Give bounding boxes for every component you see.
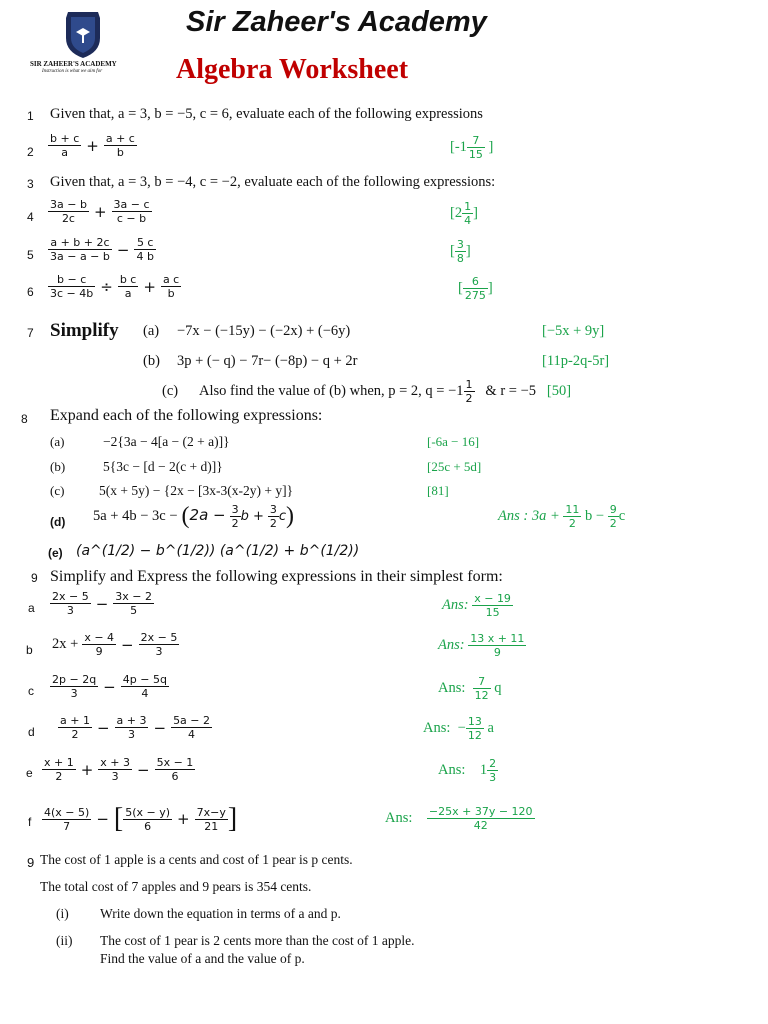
question-text: The total cost of 7 apples and 9 pears is 354 cents. — [40, 879, 312, 894]
part-label: (b) — [50, 459, 66, 474]
answer: Ans: 1 $\frac{2}{3}$ — [438, 757, 497, 784]
answer: [50] — [546, 382, 572, 399]
part-label: a — [28, 601, 35, 615]
question-text: Given that, a = 3, b = −4, c = −2, evaluate each of the following expressions: — [50, 174, 496, 190]
question-text: Also find the value of (b) when, p = 2, q = −1 $\frac{1}{2}$ & r = −5 [50] — [199, 378, 572, 405]
answer: [ $\frac{6}{275}$ ] — [458, 275, 493, 302]
part-label: (c) — [162, 383, 179, 399]
expression: $\frac{b + c}{a}$ + $\frac{a + c}{b}$ — [50, 132, 135, 159]
part-label: (ii) — [56, 933, 73, 948]
answer: Ans: $\frac{7}{12}$ q — [438, 675, 502, 702]
part-label: (e) — [48, 546, 63, 560]
expression: 5a + 4b − 3c − (2a − $\frac{3}{2}$ b + $\frac{3}{2}$ c) — [93, 503, 295, 530]
expression: $\frac{a + b + 2c}{3a - a - b}$ − $\frac{5 c}{4 b}$ — [50, 236, 154, 263]
question-number: 2 — [27, 145, 34, 159]
fraction: $\frac{a + c}{b}$ — [105, 132, 135, 159]
expression: $\frac{a + 1}{2}$ − $\frac{a + 3}{3}$ − $\frac{5a - 2}{4}$ — [60, 714, 211, 741]
question-text: Expand each of the following expressions: — [50, 407, 323, 424]
simplify-heading: Simplify — [50, 320, 119, 341]
expression: (a^(1/2) − b^(1/2)) (a^(1/2) + b^(1/2)) — [76, 543, 360, 559]
question-number: 7 — [27, 326, 34, 340]
expression: 5(x + 5y) − {2x − [3x-3(x-2y) + y]} — [99, 483, 294, 498]
answer: Ans: − $\frac{13}{12}$ a — [423, 715, 494, 742]
expression: $\frac{2x - 5}{3}$ − $\frac{3x - 2}{5}$ — [52, 590, 153, 617]
part-label: (d) — [50, 515, 66, 529]
part-label: e — [26, 766, 33, 780]
part-label: (c) — [50, 483, 65, 498]
answer: Ans: $\frac{x - 19}{15}$ — [442, 592, 511, 619]
answer: [−5x + 9y] — [542, 323, 605, 339]
question-number: 4 — [27, 210, 34, 224]
answer: [-1 $\frac{7}{15}$ ] — [450, 134, 494, 161]
logo-tagline: Instruction is what we aim for — [42, 69, 103, 74]
question-text: Find the value of a and the value of p. — [100, 951, 305, 966]
expression: $\frac{x + 1}{2}$ + $\frac{x + 3}{3}$ − $\frac{5x - 1}{6}$ — [44, 756, 194, 783]
part-label: (i) — [56, 906, 69, 921]
expression: −2{3a − 4[a − (2 + a)]} — [103, 434, 230, 449]
expression: 3p + (− q) − 7r− (−8p) − q + 2r — [177, 353, 358, 369]
page-title: Sir Zaheer's Academy — [186, 6, 487, 38]
question-text: Simplify and Express the following expressions in their simplest form: — [50, 568, 503, 585]
question-number: 5 — [27, 248, 34, 262]
academy-logo — [28, 8, 138, 80]
part-label: c — [28, 684, 34, 698]
question-text: The cost of 1 pear is 2 cents more than the cost of 1 apple. — [100, 933, 415, 948]
answer: [2 $\frac{1}{4}$ ] — [450, 200, 478, 227]
fraction: $\frac{7}{15}$ — [468, 134, 483, 161]
question-number: 9 — [31, 571, 38, 585]
fraction: $\frac{b + c}{a}$ — [50, 132, 80, 159]
question-number: 3 — [27, 177, 34, 191]
expression: $\frac{3a - b}{2c}$ + $\frac{3a - c}{c - b}$ — [50, 198, 150, 225]
expression: 2x + $\frac{x - 4}{9}$ − $\frac{2x - 5}{3}$ — [52, 631, 178, 658]
expression: $\frac{b - c}{3c - 4b}$ ÷ $\frac{\text{b c}}{a}$ + $\frac{\text{a c}}{b}$ — [50, 273, 180, 300]
logo-text: SIR ZAHEER'S ACADEMY — [30, 60, 117, 68]
part-label: (a) — [50, 434, 65, 449]
question-number: 1 — [27, 109, 34, 123]
question-number: 8 — [21, 412, 28, 426]
question-text: The cost of 1 apple is a cents and cost of 1 pear is p cents. — [40, 852, 353, 867]
question-number: 9 — [27, 855, 35, 870]
part-label: b — [26, 643, 33, 657]
worksheet-title: Algebra Worksheet — [176, 54, 409, 85]
answer: Ans: $\frac{13 x + 11}{9}$ — [438, 632, 525, 659]
question-number: 6 — [27, 285, 34, 299]
expression: −7x − (−15y) − (−2x) + (−6y) — [177, 323, 351, 339]
answer: Ans: $\frac{-25x + 37y - 120}{42}$ — [385, 805, 533, 832]
part-label: (b) — [143, 353, 160, 369]
answer: [ $\frac{3}{8}$ ] — [450, 238, 471, 265]
part-label: f — [28, 815, 32, 829]
answer: Ans : 3a + $\frac{11}{2}$ b − $\frac{9}{2}$ c — [498, 503, 626, 530]
answer: [-6a − 16] — [427, 434, 480, 449]
question-text: Write down the equation in terms of a and p. — [100, 906, 341, 921]
expression: $\frac{4(x - 5)}{7}$ − [ $\frac{5(x - y)}{6}$ + $\frac{7x-y}{21}$ ] — [44, 803, 238, 834]
part-label: d — [28, 725, 35, 739]
answer: [81] — [427, 483, 449, 498]
question-text: Given that, a = 3, b = −5, c = 6, evaluate each of the following expressions — [50, 106, 483, 122]
answer: [11p-2q-5r] — [542, 353, 610, 369]
expression: $\frac{2p - 2q}{3}$ − $\frac{4p - 5q}{4}$ — [52, 673, 167, 700]
part-label: (a) — [143, 323, 160, 339]
expression: 5{3c − [d − 2(c + d)]} — [103, 459, 223, 474]
answer: [25c + 5d] — [427, 459, 482, 474]
